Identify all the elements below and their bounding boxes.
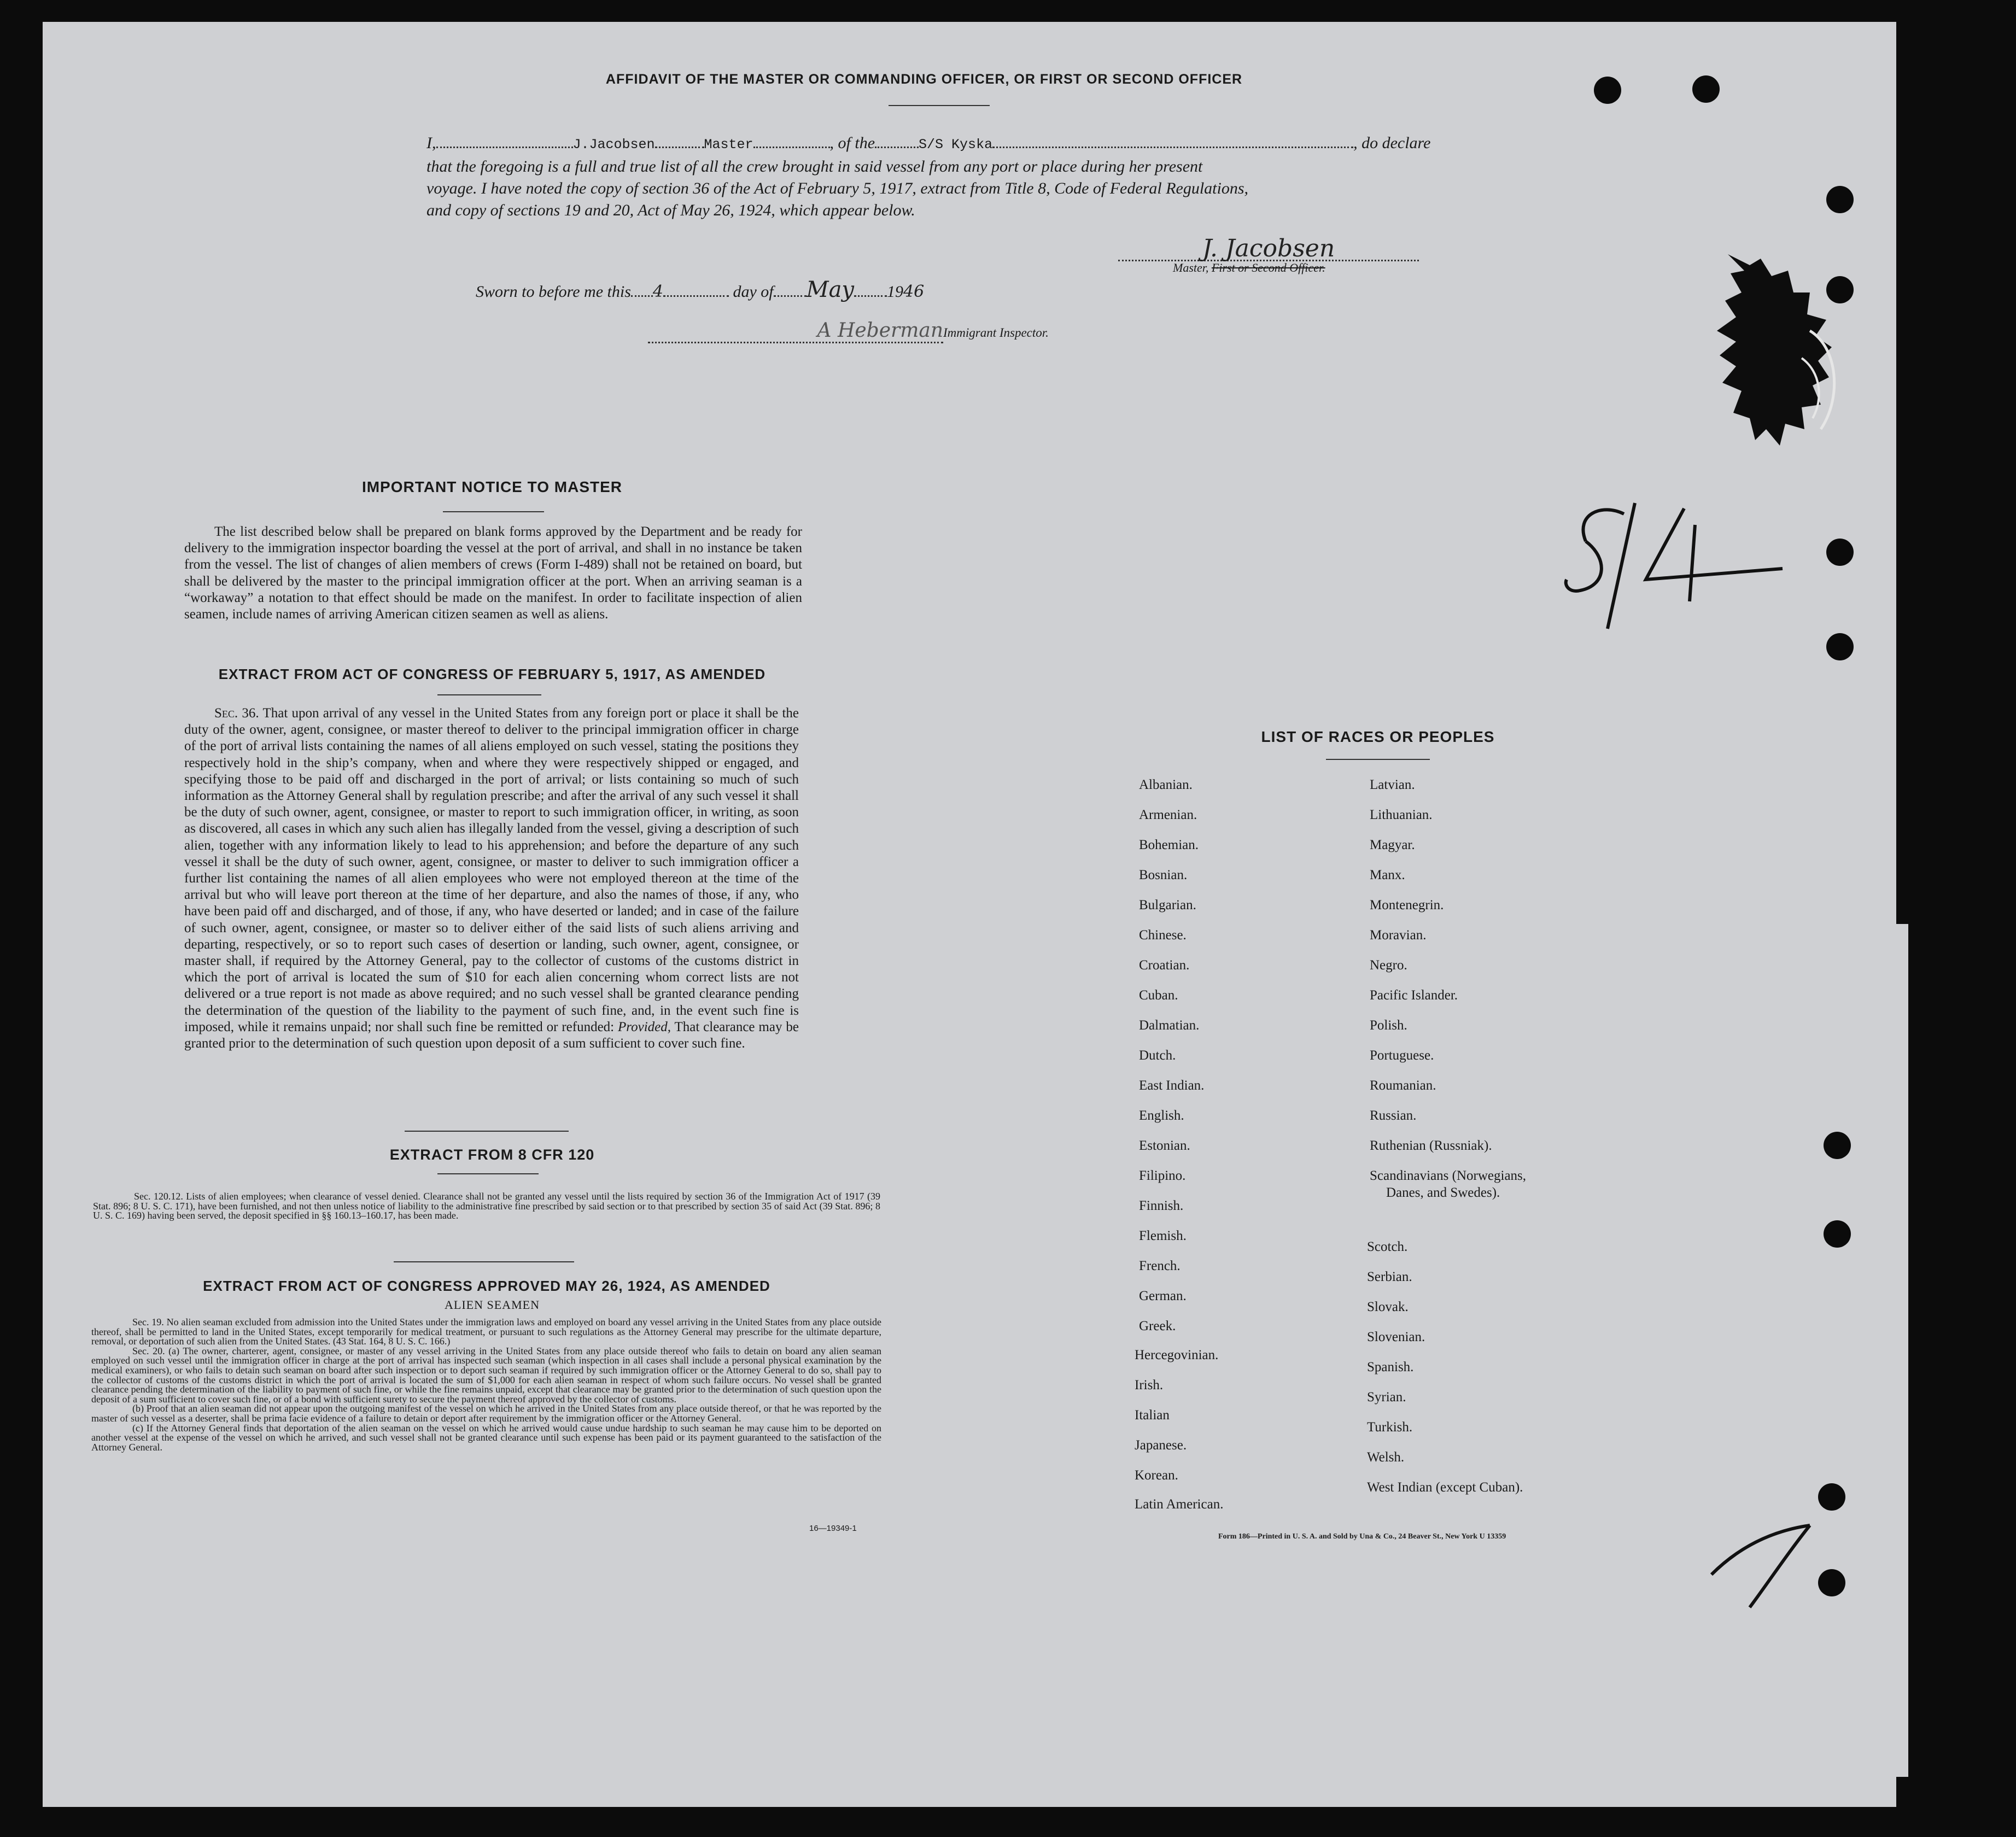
race-item: Latvian. (1370, 777, 1415, 792)
notice-body: The list described below shall be prepared on blank forms approved by the Department and be ready for delivery to the immigration inspector boarding the vessel at the port of arrival, and shall in no instance be taken from the vessel. The list of changes of alien members of crews (Form I-489) shall not be retained on board, but shall be delivered by the master to the principal immigration officer at the port. When an arriving seaman is a “workaway” a notation to that effect should be made on the manifest. In order to facilitate inspection of alien seamen, include names of arriving American citizen seamen as well as aliens. (184, 524, 802, 622)
race-item: Chinese. (1139, 928, 1187, 943)
race-item: Montenegrin. (1370, 898, 1444, 912)
form-footer: Form 186—Printed in U. S. A. and Sold by Una & Co., 24 Beaver St., New York U 13359 (1218, 1532, 1506, 1541)
month-field[interactable]: May (806, 277, 855, 302)
punch-hole (1818, 1483, 1845, 1511)
extract-cfr-body: Sec. 120.12. Lists of alien employees; when clearance of vessel denied. Clearance shall not be granted any vessel until the lists required by section 36 of the Immigration Act of 1917 (39 Stat. 896; 8 U. S. C. 171), have been furnished, and not then unless notice of liability to the administrative fine prescribed by said section or to that prescribed by section 35 of said Act (39 Stat. 896; 8 U. S. C. 169) having been served, the deposit specified in §§ 160.13–160.17, has been made. (93, 1191, 880, 1221)
race-item: Bosnian. (1139, 868, 1188, 882)
day-field[interactable]: 4 (652, 282, 663, 301)
race-item: Magyar. (1370, 838, 1415, 852)
extract-1924-heading: EXTRACT FROM ACT OF CONGRESS APPROVED MAY 26, 1924, AS AMENDED (203, 1278, 770, 1294)
extract-1924-body (91, 1318, 881, 1452)
race-item: Moravian. (1370, 928, 1427, 943)
sec-20c: (c) If the Attorney General finds that deportation of the alien seaman on the vessel on which he arrived would cause undue hardship to such seaman he may cause him to be deported on another vessel at the expense of the vessel on which he arrived, and such vessel shall not be granted clearance until such expense has been paid or its payment guaranteed to the satisfaction of the Attorney General. (91, 1422, 881, 1453)
sworn-line: Sworn to before me this 4 day of May 1946 (476, 277, 925, 302)
race-item: Bohemian. (1139, 838, 1199, 852)
race-item: East Indian. (1139, 1078, 1205, 1093)
divider (437, 694, 541, 695)
race-item: Dutch. (1139, 1048, 1176, 1063)
affidavit-declaration: I, J.Jacobsen Master , of the S/S Kyska , do declare that the foregoing is a full and true list of all the crew brought in said vessel from any port or place during her present voyage. I have noted the copy of section 36 of the Act of February 5, 1917, extract from Title 8, Code of Federal Regulations, and copy of sections 19 and 20, Act of May 26, 1924, which appear below. (426, 134, 1431, 219)
race-item: Russian. (1370, 1108, 1417, 1123)
race-item: Cuban. (1139, 988, 1178, 1003)
handwritten-page-number (1553, 492, 1793, 645)
race-item: Portuguese. (1370, 1048, 1434, 1063)
race-item: West Indian (except Cuban). (1367, 1480, 1523, 1495)
race-item: Pacific Islander. (1370, 988, 1458, 1003)
extract-1924-subheading: ALIEN SEAMEN (445, 1298, 540, 1312)
punch-hole (1692, 75, 1720, 103)
punch-hole (1826, 633, 1854, 660)
affidavit-heading: AFFIDAVIT OF THE MASTER OR COMMANDING OFFICER, OR FIRST OR SECOND OFFICER (605, 72, 1243, 87)
race-item: Syrian. (1367, 1390, 1406, 1405)
divider (405, 1131, 569, 1132)
race-item: Japanese. (1135, 1438, 1187, 1453)
notice-heading: IMPORTANT NOTICE TO MASTER (361, 478, 623, 495)
race-item: Flemish. (1139, 1228, 1187, 1243)
race-item: Hercegovinian. (1135, 1348, 1219, 1362)
signer-title: Master, First or Second Officer. (1173, 261, 1325, 274)
race-item: Armenian. (1139, 808, 1197, 822)
race-item: Korean. (1135, 1468, 1178, 1483)
race-item: Negro. (1370, 958, 1407, 973)
divider (889, 105, 990, 106)
divider (443, 511, 544, 512)
race-item: French. (1139, 1259, 1181, 1273)
race-item: Albanian. (1139, 777, 1193, 792)
handwritten-corner-mark (1706, 1514, 1837, 1613)
race-item: Turkish. (1367, 1420, 1413, 1435)
race-item: Dalmatian. (1139, 1018, 1200, 1033)
race-item: Manx. (1370, 868, 1405, 882)
year-field[interactable]: 46 (903, 282, 925, 301)
race-item: Scandinavians (Norwegians, (1370, 1168, 1527, 1183)
punch-hole (1826, 186, 1854, 213)
punch-hole (1594, 77, 1621, 104)
race-item: Ruthenian (Russniak). (1370, 1138, 1492, 1153)
race-item: Welsh. (1367, 1450, 1405, 1465)
race-item: Spanish. (1367, 1360, 1414, 1374)
race-item: Lithuanian. (1370, 808, 1433, 822)
race-item: Polish. (1370, 1018, 1407, 1033)
punch-hole (1824, 1220, 1851, 1248)
race-item: Irish. (1135, 1378, 1164, 1393)
punch-hole (1826, 539, 1854, 566)
race-item: Estonian. (1139, 1138, 1190, 1153)
master-signature[interactable]: J. Jacobsen (1118, 238, 1419, 261)
race-item: Slovak. (1367, 1300, 1409, 1314)
rank-field[interactable]: Master (704, 137, 753, 153)
race-item: German. (1139, 1289, 1187, 1303)
print-code: 16—19349-1 (809, 1524, 857, 1533)
race-item: Slovenian. (1367, 1330, 1425, 1344)
race-item: English. (1139, 1108, 1184, 1123)
master-name-field[interactable]: J.Jacobsen (572, 137, 655, 153)
punch-hole (1824, 1132, 1851, 1159)
race-item: Latin American. (1135, 1497, 1224, 1512)
divider (394, 1261, 574, 1262)
document-sheet-edge (1881, 924, 1908, 1777)
race-item: Filipino. (1139, 1168, 1186, 1183)
race-item: Croatian. (1139, 958, 1190, 973)
races-heading: LIST OF RACES OR PEOPLES (1261, 728, 1495, 745)
race-item: Greek. (1139, 1319, 1176, 1333)
sec-20a: Sec. 20. (a) The owner, charterer, agent, consignee, or master of any vessel arriving in the United States from any place outside thereof who fails to detain on board any alien seaman employed on such vessel until the immigration officer in charge at the port of arrival has inspected such seaman (which inspection in all cases shall include a personal physical examination by the medical examiners), or who fails to detain such seaman on board after such inspection or to deport such seaman if required by such immigration officer or the Attorney General to do so, shall pay to the collector of customs of the customs district in which the port of arrival is located the sum of $1,000 for each alien seaman in respect of whom such failure occurs. No vessel shall be granted clearance pending the determination of the liability to payment of such fine, or while the fine remains unpaid, except that clearance may be granted prior to the determination of such question upon the deposit of a sum sufficient to cover such fine, or of a bond with sufficient surety to secure the payment thereof approved by the collector of customs. (91, 1345, 881, 1405)
race-item: Danes, and Swedes). (1386, 1185, 1500, 1200)
extract-1917-heading: EXTRACT FROM ACT OF CONGRESS OF FEBRUARY 5, 1917, AS AMENDED (218, 666, 766, 682)
extract-1917-body: Sec. 36. That upon arrival of any vessel in the United States from any foreign port or place it shall be the duty of the owner, agent, consignee, or master thereof to deliver to the principal immigration officer in charge of the port of arrival lists containing the names of all aliens employed on such vessel, stating the positions they respectively hold in the ship’s company, when and where they were respectively shipped or engaged, and specifying those to be paid off and discharged in the port of arrival; or lists containing so much of such information as the Attorney General shall by regulation prescribe; and after the arrival of any such vessel it shall be the duty of such owner, agent, consignee, or master to report to such immigration officer, in writing, as soon as discovered, all cases in which any such alien has illegally landed from the vessel, giving a description of such alien, together with any information likely to lead to his apprehension; and before the departure of any such vessel it shall be the duty of such owner, agent, consignee, or master to deliver to such immigration officer a further list containing the names of all alien employees who were not employed thereon at the time of the arrival but who will leave port thereon at the time of her departure, and also the names of those, if any, who have been paid off and discharged, and of those, if any, who have deserted or landed; and in case of the failure of such owner, agent, consignee, or master so to deliver either of the said lists of such aliens arriving and departing, respectively, or so to report such cases of desertion or landing, such owner, agent, consignee, or master shall, if required by the Attorney General, pay to the collector of customs of the customs district in which the port of arrival is located the sum of $10 for each alien concerning whom correct lists are not delivered or a true report is not made as above required; and no such vessel shall be granted clearance pending the determination of the question of the liability to the payment of such fine, and, in the event such fine is imposed, while it remains unpaid; nor shall such fine be remitted or refunded: Provided, That clearance may be granted prior to the determination of such question upon deposit of a sum sufficient to cover such fine. (184, 706, 799, 1051)
race-item: Bulgarian. (1139, 898, 1196, 912)
race-item: Scotch. (1367, 1239, 1408, 1254)
divider (437, 1173, 539, 1174)
race-item: Roumanian. (1370, 1078, 1436, 1093)
notary-seal (1711, 254, 1854, 451)
vessel-name-field[interactable]: S/S Kyska (919, 137, 993, 153)
race-item: Finnish. (1139, 1198, 1184, 1213)
inspector-signature[interactable]: A Heberman (648, 320, 943, 343)
sec-19: Sec. 19. No alien seaman excluded from admission into the United States under the immigration laws and employed on board any vessel arriving in the United States from any place outside thereof, shall be permitted to land in the United States, except temporarily for medical treatment, or pursuant to such regulations as the Attorney General may prescribe for the ultimate departure, removal, or deportation of such alien from the United States. (43 Stat. 164, 8 U. S. C. 166.) (91, 1317, 881, 1347)
race-item: Italian (1135, 1408, 1170, 1423)
extract-cfr-heading: EXTRACT FROM 8 CFR 120 (389, 1146, 595, 1163)
divider (1326, 759, 1430, 760)
inspector-line: A HebermanImmigrant Inspector. (648, 320, 1049, 344)
race-item: Serbian. (1367, 1269, 1412, 1284)
sec-20b: (b) Proof that an alien seaman did not appear upon the outgoing manifest of the vessel on which he arrived in the United States from any place outside thereof, or that he was reported by the master of such vessel as a deserter, shall be prima facie evidence of a failure to detain or deport after requirement by the immigration officer or the Attorney General. (91, 1403, 881, 1424)
